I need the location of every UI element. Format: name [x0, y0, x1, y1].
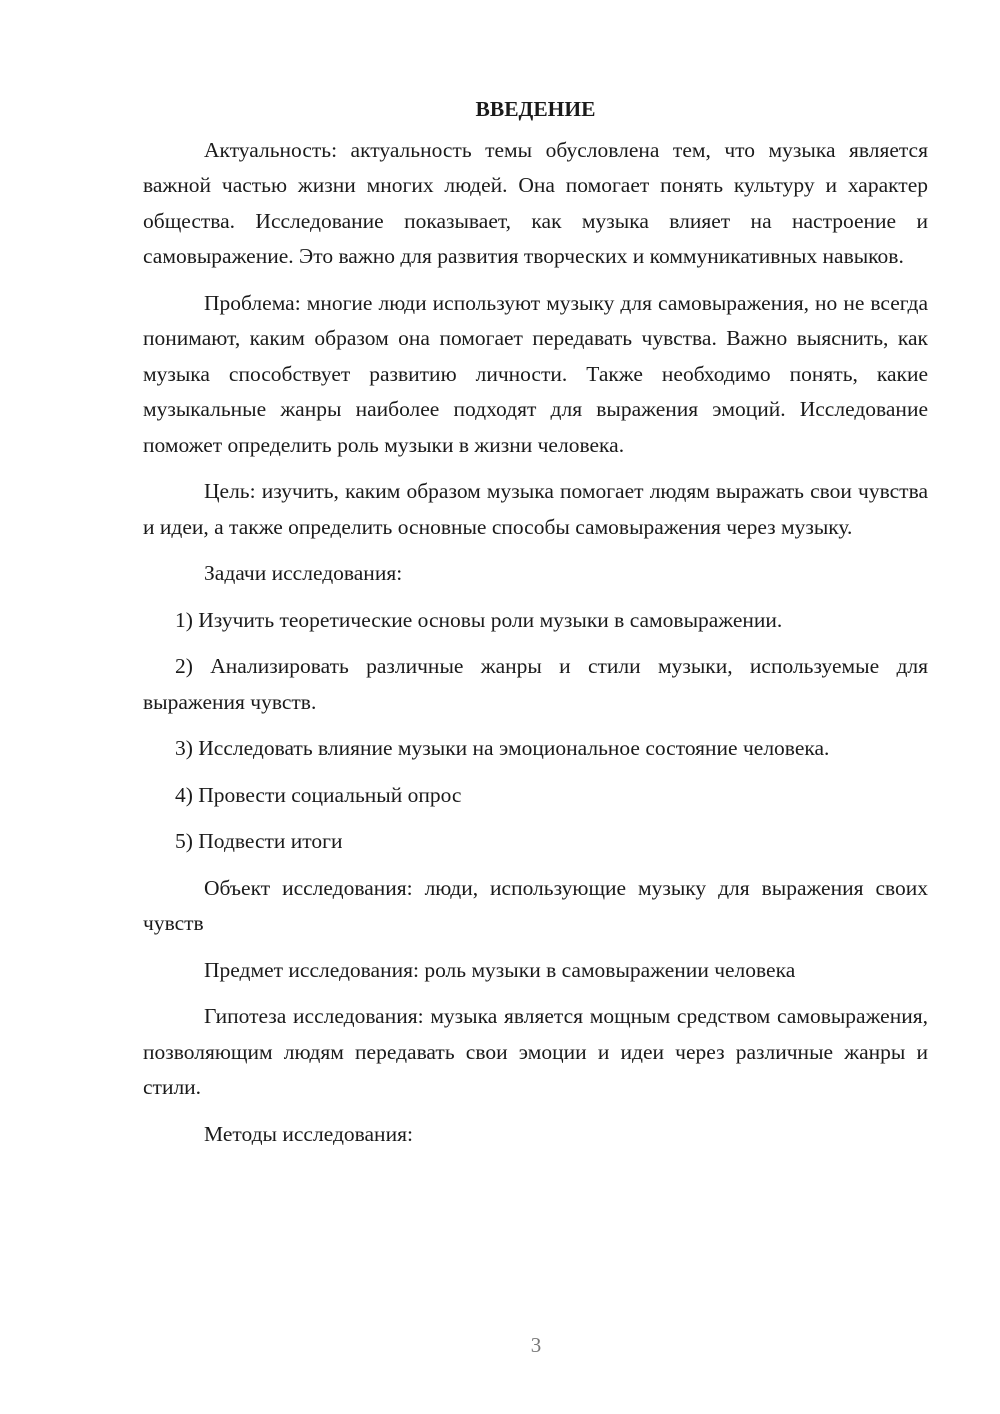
paragraph-object: Объект исследования: люди, использующие музыку для выражения своих чувств	[143, 875, 928, 935]
paragraph-relevance: Актуальность: актуальность темы обусловлена тем, что музыка является важной частью жизни многих людей. Она помогает понять культуру и характер общества. Исследование показывает, как музыка влияет на настроение и самовыражение. Это важно для развития творческих и коммуникативных навыков.	[143, 137, 928, 268]
task-item-5: 5) Подвести итоги	[175, 829, 343, 853]
section-title: ВВЕДЕНИЕ	[475, 97, 596, 121]
task-item-3: 3) Исследовать влияние музыки на эмоциональное состояние человека.	[175, 736, 830, 760]
task-item-4: 4) Провести социальный опрос	[175, 782, 462, 807]
document-page	[143, 92, 928, 1163]
paragraph-hypothesis: Гипотеза исследования: музыка является мощным средством самовыражения, позволяющим людям передавать свои эмоции и идеи через различные жанры и стили.	[143, 1004, 928, 1099]
task-item-2: 2) Анализировать различные жанры и стили музыки, используемые для выражения чувств.	[143, 654, 928, 714]
task-item-1: 1) Изучить теоретические основы роли музыки в самовыражении.	[175, 607, 783, 632]
paragraph-problem: Проблема: многие люди используют музыку для самовыражения, но не всегда понимают, каким образом она помогает передавать чувства. Важно выяснить, как музыка способствует развитию личности. Также необходимо понять, какие музыкальные жанры наиболее подходят для выражения эмоций. Исследование поможет определить роль музыки в жизни человека.	[143, 290, 928, 457]
paragraph-goal: Цель: изучить, каким образом музыка помогает людям выражать свои чувства и идеи, а также определить основные способы самовыражения через музыку.	[143, 479, 928, 539]
paragraph-subject: Предмет исследования: роль музыки в самовыражении человека	[204, 957, 796, 982]
page-number: 3	[530, 1333, 542, 1357]
tasks-heading: Задачи исследования:	[204, 561, 403, 585]
paragraph-methods: Методы исследования:	[204, 1121, 413, 1146]
